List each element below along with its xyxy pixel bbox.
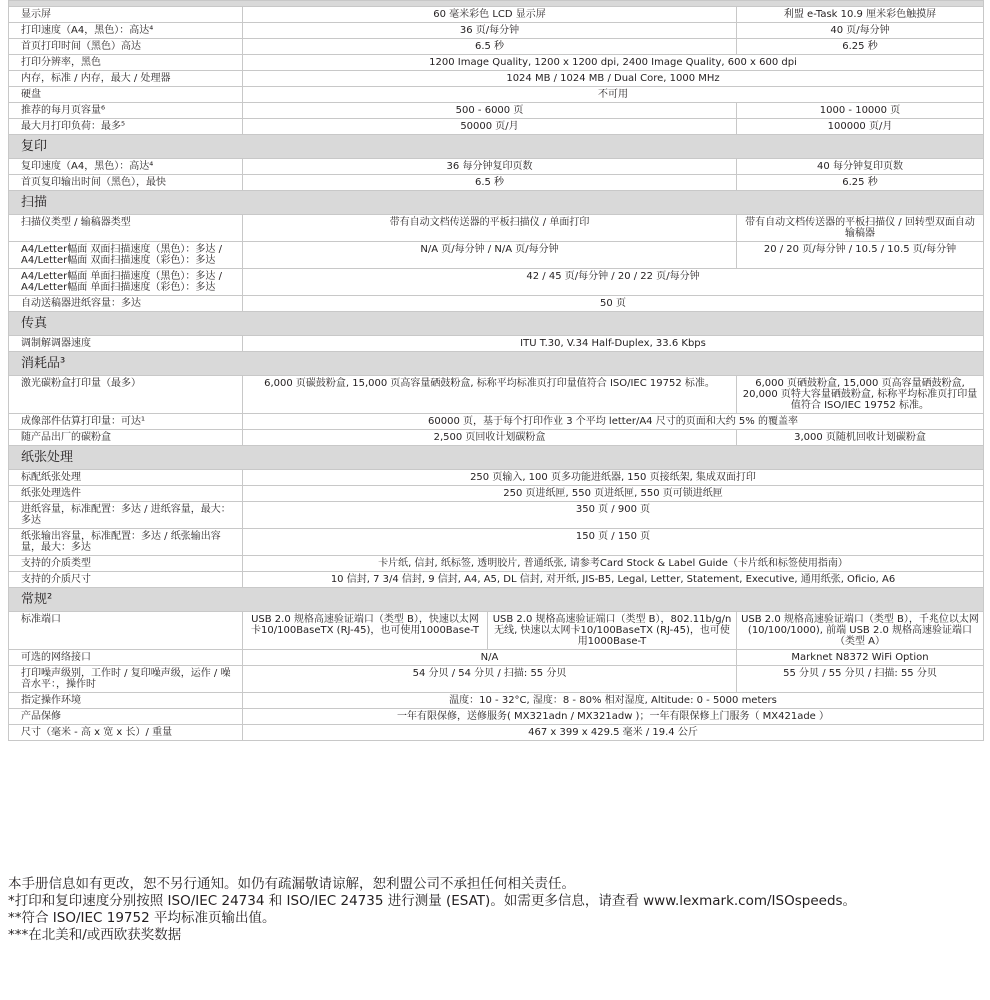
- spec-value: 60 毫米彩色 LCD 显示屏: [243, 7, 737, 23]
- spec-row: [9, 470, 984, 486]
- spec-value: 36 页/每分钟: [243, 23, 737, 39]
- section-header: [9, 135, 984, 159]
- spec-value: 3,000 页随机回收计划碳粉盒: [737, 430, 984, 446]
- spec-value: 6.25 秒: [737, 175, 984, 191]
- spec-value: 1000 - 10000 页: [737, 103, 984, 119]
- spec-value: 6.5 秒: [243, 39, 737, 55]
- spec-row: [9, 650, 984, 666]
- spec-row: [9, 529, 984, 556]
- spec-value: 36 每分钟复印页数: [243, 159, 737, 175]
- spec-label: 指定操作环境: [9, 693, 243, 709]
- footer-speed-note: *打印和复印速度分别按照 ISO/IEC 24734 和 ISO/IEC 24735 进行测量 (ESAT)。如需更多信息，请查看 www.lexmark.com/ISOspeeds。: [8, 893, 857, 909]
- section-title: 消耗品³: [9, 352, 984, 376]
- spec-label: 尺寸（毫米 - 高 x 宽 x 长）/ 重量: [9, 725, 243, 741]
- spec-row: [9, 376, 984, 414]
- spec-row: [9, 666, 984, 693]
- spec-value: 50000 页/月: [243, 119, 737, 135]
- spec-label: 激光碳粉盒打印量（最多）: [9, 376, 243, 414]
- spec-label: 首页打印时间（黑色）高达: [9, 39, 243, 55]
- spec-label: 打印噪声级别，工作时 / 复印噪声级，运作 / 噪音水平：，操作时: [9, 666, 243, 693]
- spec-label: 进纸容量，标准配置：多达 / 进纸容量，最大：多达: [9, 502, 243, 529]
- spec-value: 50 页: [243, 296, 984, 312]
- spec-value: 54 分贝 / 54 分贝 / 扫描: 55 分贝: [243, 666, 737, 693]
- spec-value: USB 2.0 规格高速验证端口（类型 B），千兆位以太网 (10/100/1000), 前端 USB 2.0 规格高速验证端口（类型 A）: [737, 612, 984, 650]
- spec-value: 6,000 页碳鼓粉盒, 15,000 页高容量硒鼓粉盒, 标称平均标准页打印量值符合 ISO/IEC 19752 标准。: [243, 376, 737, 414]
- spec-row: [9, 709, 984, 725]
- section-title: 传真: [9, 312, 984, 336]
- spec-value: 卡片纸, 信封, 纸标签, 透明胶片, 普通纸张, 请参考Card Stock & Label Guide（卡片纸和标签使用指南）: [243, 556, 984, 572]
- spec-row: [9, 612, 984, 650]
- spec-body: [9, 1, 984, 741]
- spec-row: [9, 269, 984, 296]
- spec-label: 内存，标准 / 内存，最大 / 处理器: [9, 71, 243, 87]
- section-header: [9, 191, 984, 215]
- section-header: [9, 312, 984, 336]
- spec-row: [9, 336, 984, 352]
- spec-row: [9, 215, 984, 242]
- spec-value: N/A 页/每分钟 / N/A 页/每分钟: [243, 242, 737, 269]
- spec-label: 纸张输出容量，标准配置：多达 / 纸张输出容量，最大：多达: [9, 529, 243, 556]
- spec-value: ITU T.30, V.34 Half-Duplex, 33.6 Kbps: [243, 336, 984, 352]
- spec-value: 250 页进纸匣, 550 页进纸匣, 550 页可锁进纸匣: [243, 486, 984, 502]
- spec-value: 60000 页，基于每个打印作业 3 个平均 letter/A4 尺寸的页面和大约 5% 的覆盖率: [243, 414, 984, 430]
- spec-value: 40 页/每分钟: [737, 23, 984, 39]
- section-title: 常规²: [9, 588, 984, 612]
- section-header: [9, 446, 984, 470]
- spec-label: A4/Letter幅面 单面扫描速度（黑色）：多达 / A4/Letter幅面 单面扫描速度（彩色）：多达: [9, 269, 243, 296]
- footer-yield-note: **符合 ISO/IEC 19752 平均标准页输出值。: [8, 910, 276, 926]
- spec-row: [9, 486, 984, 502]
- footer-award-note: ***在北美和/或西欧获奖数据: [8, 927, 182, 943]
- spec-value: 1024 MB / 1024 MB / Dual Core, 1000 MHz: [243, 71, 984, 87]
- spec-row: [9, 55, 984, 71]
- spec-label: 复印速度（A4，黑色）：高达⁴: [9, 159, 243, 175]
- spec-label: 随产品出厂的碳粉盒: [9, 430, 243, 446]
- spec-label: 推荐的每月页容量⁶: [9, 103, 243, 119]
- spec-row: [9, 242, 984, 269]
- spec-label: 成像部件估算打印量：可达¹: [9, 414, 243, 430]
- spec-value: 350 页 / 900 页: [243, 502, 984, 529]
- spec-label: 硬盘: [9, 87, 243, 103]
- spec-value: 6.25 秒: [737, 39, 984, 55]
- section-header: [9, 352, 984, 376]
- spec-row: [9, 296, 984, 312]
- spec-value: 1200 Image Quality, 1200 x 1200 dpi, 2400 Image Quality, 600 x 600 dpi: [243, 55, 984, 71]
- spec-label: 自动送稿器进纸容量：多达: [9, 296, 243, 312]
- spec-row: [9, 7, 984, 23]
- spec-value: 带有自动文档传送器的平板扫描仪 / 回转型双面自动输稿器: [737, 215, 984, 242]
- spec-label: 支持的介质类型: [9, 556, 243, 572]
- spec-row: [9, 556, 984, 572]
- spec-row: [9, 572, 984, 588]
- spec-label: 可选的网络接口: [9, 650, 243, 666]
- spec-value: 不可用: [243, 87, 984, 103]
- spec-value: 55 分贝 / 55 分贝 / 扫描: 55 分贝: [737, 666, 984, 693]
- spec-label: 纸张处理选件: [9, 486, 243, 502]
- footer-disclaimer: 本手册信息如有更改，恕不另行通知。如仍有疏漏敬请谅解，恕利盟公司不承担任何相关责任。: [8, 876, 575, 892]
- spec-label: 支持的介质尺寸: [9, 572, 243, 588]
- spec-row: [9, 725, 984, 741]
- section-title: 扫描: [9, 191, 984, 215]
- spec-row: [9, 103, 984, 119]
- spec-label: 扫描仪类型 / 输稿器类型: [9, 215, 243, 242]
- spec-value: 250 页输入, 100 页多功能进纸器, 150 页接纸架, 集成双面打印: [243, 470, 984, 486]
- spec-row: [9, 39, 984, 55]
- spec-value: 利盟 e-Task 10.9 厘米彩色触摸屏: [737, 7, 984, 23]
- spec-value: 500 - 6000 页: [243, 103, 737, 119]
- spec-value: Marknet N8372 WiFi Option: [737, 650, 984, 666]
- spec-value: USB 2.0 规格高速验证端口（类型 B），快速以太网卡10/100BaseTX (RJ-45)，也可使用1000Base-T: [243, 612, 488, 650]
- spec-value: 100000 页/月: [737, 119, 984, 135]
- spec-label: 最大月打印负荷：最多⁵: [9, 119, 243, 135]
- spec-value: 42 / 45 页/每分钟 / 20 / 22 页/每分钟: [243, 269, 984, 296]
- spec-label: 标准端口: [9, 612, 243, 650]
- spec-value: 一年有限保修，送修服务( MX321adn / MX321adw )；一年有限保修上门服务（ MX421ade ）: [243, 709, 984, 725]
- spec-value: 2,500 页回收计划碳粉盒: [243, 430, 737, 446]
- spec-value: USB 2.0 规格高速验证端口（类型 B），802.11b/g/n 无线, 快速以太网卡10/100BaseTX (RJ-45)，也可使用1000Base-T: [488, 612, 737, 650]
- spec-row: [9, 71, 984, 87]
- spec-row: [9, 430, 984, 446]
- spec-row: [9, 502, 984, 529]
- spec-value: 20 / 20 页/每分钟 / 10.5 / 10.5 页/每分钟: [737, 242, 984, 269]
- spec-row: [9, 693, 984, 709]
- spec-label: 打印速度（A4，黑色）：高达⁴: [9, 23, 243, 39]
- spec-row: [9, 23, 984, 39]
- spec-value: 温度：10 - 32°C, 湿度：8 - 80% 相对湿度, Altitude: 0 - 5000 meters: [243, 693, 984, 709]
- spec-label: 调制解调器速度: [9, 336, 243, 352]
- section-header: [9, 588, 984, 612]
- spec-value: 6,000 页硒鼓粉盒, 15,000 页高容量硒鼓粉盒, 20,000 页特大容量硒鼓粉盒, 标称平均标准页打印量值符合 ISO/IEC 19752 标准。: [737, 376, 984, 414]
- spec-row: [9, 87, 984, 103]
- section-title: 纸张处理: [9, 446, 984, 470]
- spec-label: 产品保修: [9, 709, 243, 725]
- spec-value: 10 信封, 7 3/4 信封, 9 信封, A4, A5, DL 信封, 对开纸, JIS-B5, Legal, Letter, Statement, Executive, 通用纸张, Oficio, A6: [243, 572, 984, 588]
- spec-label: 打印分辨率，黑色: [9, 55, 243, 71]
- spec-label: A4/Letter幅面 双面扫描速度（黑色）：多达 / A4/Letter幅面 双面扫描速度（彩色）：多达: [9, 242, 243, 269]
- spec-value: 带有自动文档传送器的平板扫描仪 / 单面打印: [243, 215, 737, 242]
- footer-notes: [8, 876, 983, 944]
- spec-value: 150 页 / 150 页: [243, 529, 984, 556]
- spec-value: 40 每分钟复印页数: [737, 159, 984, 175]
- spec-row: [9, 159, 984, 175]
- spec-label: 首页复印输出时间（黑色），最快: [9, 175, 243, 191]
- spec-value: 6.5 秒: [243, 175, 737, 191]
- spec-row: [9, 414, 984, 430]
- spec-value: 467 x 399 x 429.5 毫米 / 19.4 公斤: [243, 725, 984, 741]
- spec-row: [9, 119, 984, 135]
- spec-row: [9, 175, 984, 191]
- spec-table: [8, 0, 984, 741]
- spec-label: 标配纸张处理: [9, 470, 243, 486]
- spec-label: 显示屏: [9, 7, 243, 23]
- section-title: 复印: [9, 135, 984, 159]
- spec-value: N/A: [243, 650, 737, 666]
